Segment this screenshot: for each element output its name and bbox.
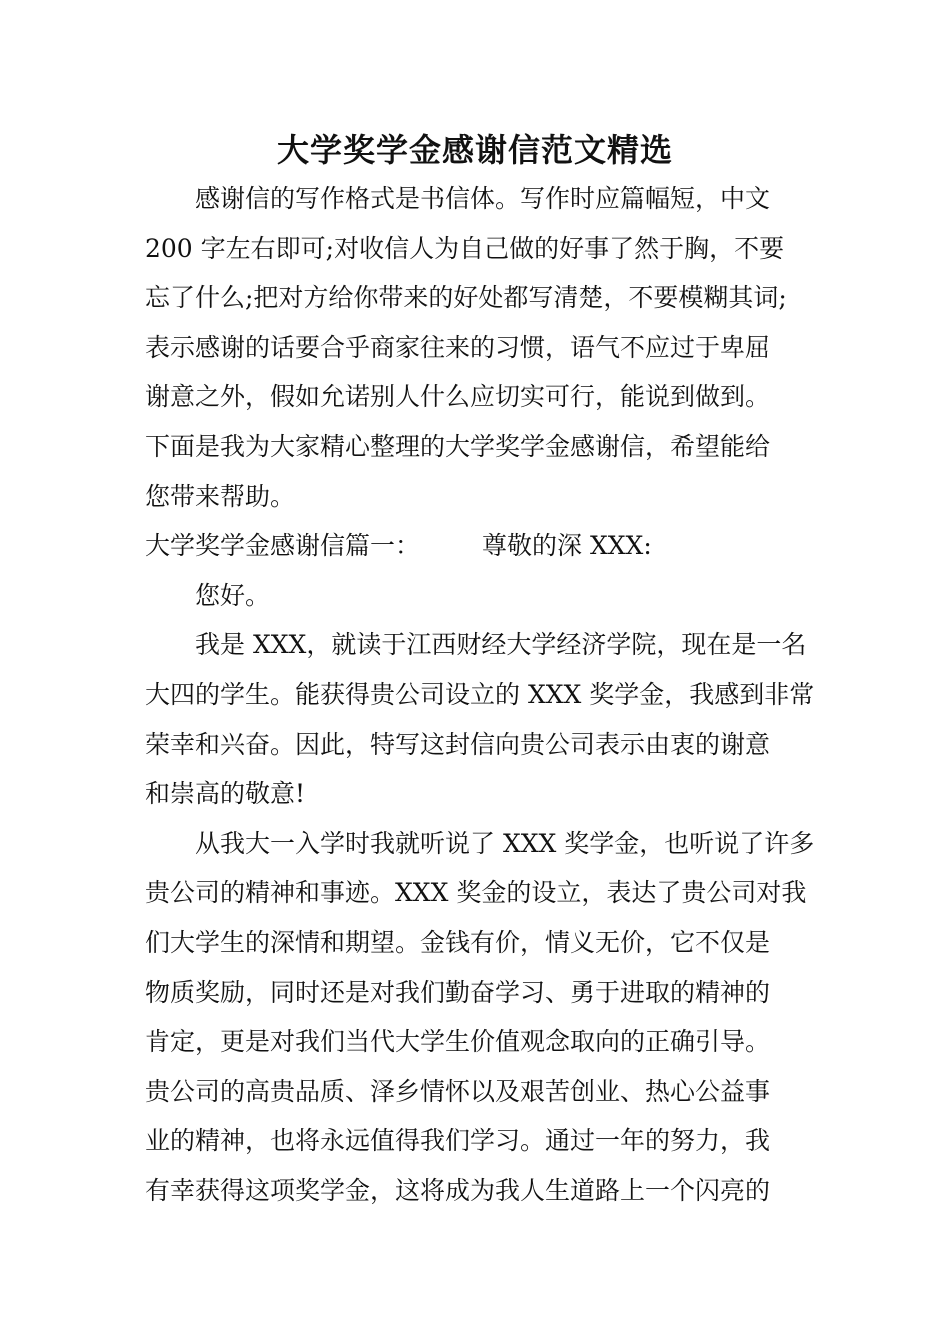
- section-heading: 大学奖学金感谢信篇一：: [145, 531, 421, 561]
- paragraph-line: 我是 XXX，就读于江西财经大学经济学院，现在是一名: [195, 630, 807, 660]
- salutation: 尊敬的深 XXX:: [482, 531, 652, 561]
- paragraph-line: 贵公司的精神和事迹。XXX 奖金的设立，表达了贵公司对我: [145, 878, 807, 908]
- document-body: [145, 174, 815, 1215]
- paragraph-line: 业的精神，也将永远值得我们学习。通过一年的努力，我: [145, 1126, 771, 1156]
- paragraph-line: 贵公司的高贵品质、泽乡情怀以及艰苦创业、热心公益事: [145, 1076, 771, 1106]
- intro-line: 谢意之外，假如允诺别人什么应切实可行，能说到做到。: [145, 382, 771, 412]
- paragraph-line: 荣幸和兴奋。因此，特写这封信向贵公司表示由衷的谢意: [145, 729, 771, 759]
- greeting: 您好。: [195, 580, 271, 610]
- paragraph-line: 有幸获得这项奖学金，这将成为我人生道路上一个闪亮的: [145, 1175, 771, 1205]
- intro-line: 忘了什么;把对方给你带来的好处都写清楚，不要模糊其词;: [145, 283, 787, 313]
- paragraph-line: 肯定，更是对我们当代大学生价值观念取向的正确引导。: [145, 1027, 771, 1057]
- paragraph-line: 们大学生的深情和期望。金钱有价，情义无价，它不仅是: [145, 927, 771, 957]
- heading-salutation-line: [145, 521, 810, 571]
- paragraph-line: 物质奖励，同时还是对我们勤奋学习、勇于进取的精神的: [145, 977, 771, 1007]
- intro-line: 您带来帮助。: [145, 481, 296, 511]
- document-title: 大学奖学金感谢信范文精选: [276, 131, 673, 169]
- intro-line: 下面是我为大家精心整理的大学奖学金感谢信，希望能给: [145, 431, 771, 461]
- paragraph-line: 从我大一入学时我就听说了 XXX 奖学金，也听说了许多: [195, 828, 815, 858]
- paragraph-line: 大四的学生。能获得贵公司设立的 XXX 奖学金，我感到非常: [145, 679, 815, 709]
- intro-line: 感谢信的写作格式是书信体。写作时应篇幅短，中文: [195, 184, 771, 213]
- intro-line: 200 字左右即可;对收信人为自己做的好事了然于胸，不要: [145, 233, 785, 263]
- intro-line: 表示感谢的话要合乎商家往来的习惯，语气不应过于卑屈: [145, 332, 771, 362]
- paragraph-line: 和崇高的敬意!: [145, 779, 306, 809]
